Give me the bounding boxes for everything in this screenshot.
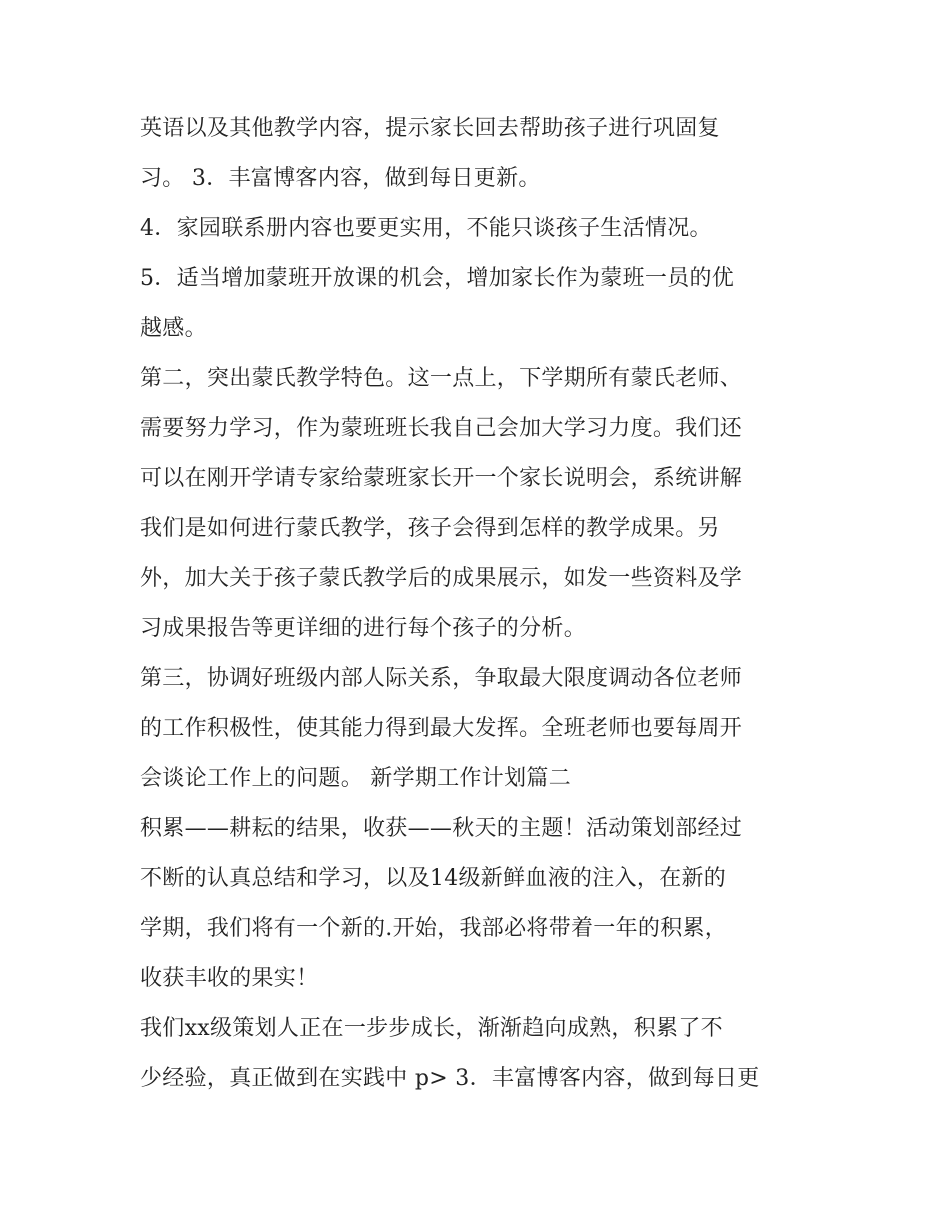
text-line: 的工作积极性，使其能力得到最大发挥。全班老师也要每周开 <box>140 716 743 741</box>
text-line: 5．适当增加蒙班开放课的机会，增加家长作为蒙班一员的优 <box>140 266 735 291</box>
text-line: 第三，协调好班级内部人际关系，争取最大限度调动各位老师 <box>140 666 743 691</box>
text-line: 不断的认真总结和学习，以及14级新鲜血液的注入，在新的 <box>140 866 727 891</box>
text-line: 积累——耕耘的结果，收获——秋天的主题！活动策划部经过 <box>140 816 743 841</box>
text-line: 习。 3．丰富博客内容，做到每日更新。 <box>140 166 541 191</box>
text-line: 4．家园联系册内容也要更实用，不能只谈孩子生活情况。 <box>140 216 712 241</box>
text-line: 可以在刚开学请专家给蒙班家长开一个家长说明会，系统讲解 <box>140 466 743 491</box>
text-line: 习成果报告等更详细的进行每个孩子的分析。 <box>140 616 587 641</box>
text-line: 越感。 <box>140 316 207 341</box>
text-line: 我们是如何进行蒙氏教学，孩子会得到怎样的教学成果。另 <box>140 516 720 541</box>
text-line: 第二，突出蒙氏教学特色。这一点上，下学期所有蒙氏老师、 <box>140 366 743 391</box>
text-line: 会谈论工作上的问题。 新学期工作计划篇二 <box>140 766 571 791</box>
text-line: 英语以及其他教学内容，提示家长回去帮助孩子进行巩固复 <box>140 116 720 141</box>
text-line: 我们xx级策划人正在一步步成长，渐渐趋向成熟，积累了不 <box>140 1016 723 1041</box>
text-line: 收获丰收的果实！ <box>140 966 319 991</box>
text-line: 需要努力学习，作为蒙班班长我自己会加大学习力度。我们还 <box>140 416 743 441</box>
document-body <box>140 110 830 1110</box>
text-line: 学期，我们将有一个新的.开始，我部必将带着一年的积累， <box>140 916 728 941</box>
text-line: 外，加大关于孩子蒙氏教学后的成果展示，如发一些资料及学 <box>140 566 743 591</box>
text-line: 少经验，真正做到在实践中 p> 3．丰富博客内容，做到每日更 <box>140 1066 760 1091</box>
